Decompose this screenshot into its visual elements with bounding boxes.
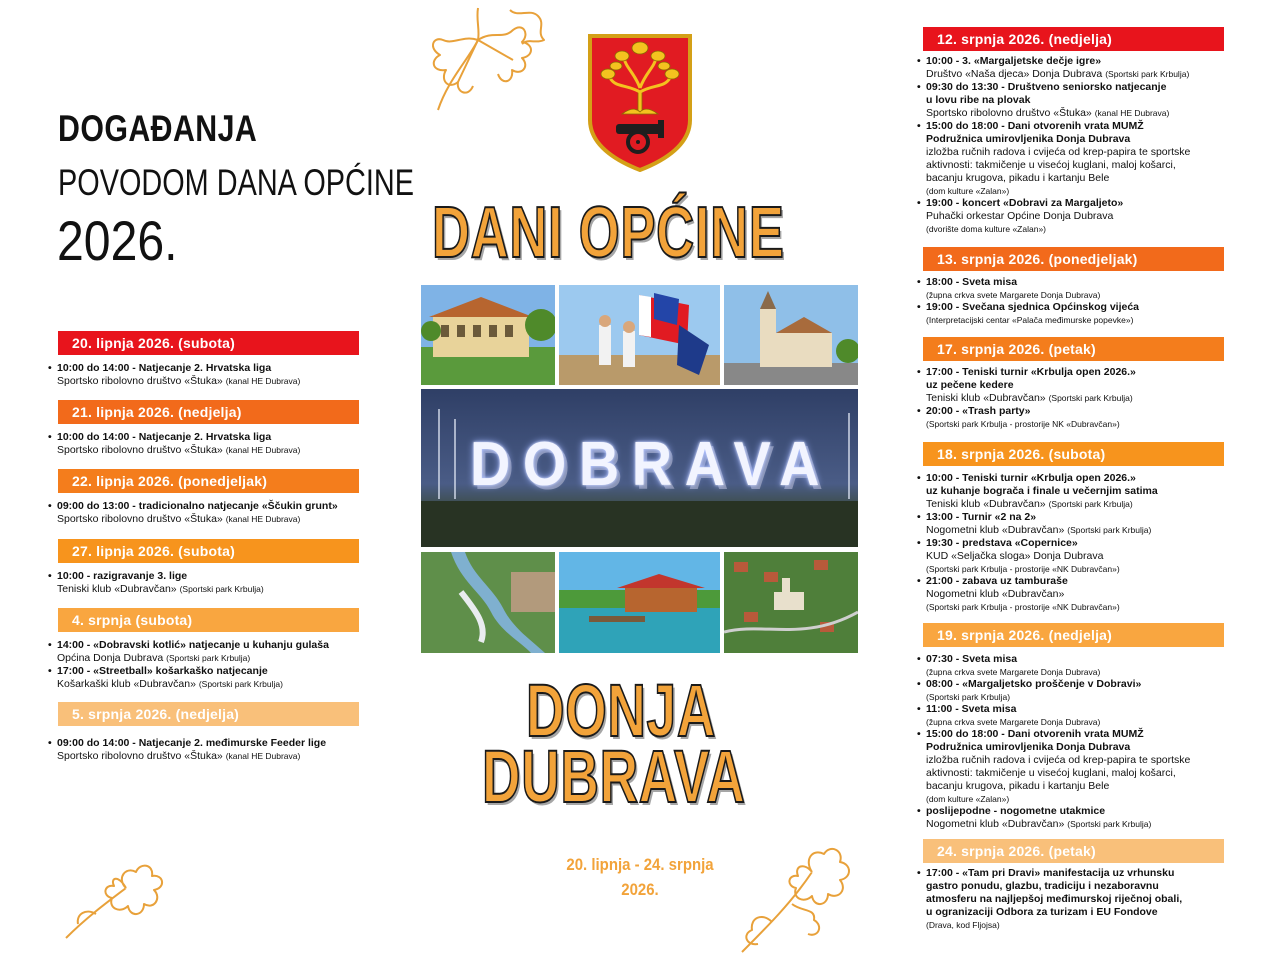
event-item: • 20:00 - «Trash party» (Sportski park Krbulja - prostorije NK «Dubravčan») (917, 405, 1136, 430)
title-dubrava: DUBRAVA (482, 735, 746, 818)
event-item: • 09:00 do 13:00 - tradicionalno natjecanje «Ščukin grunt» Sportsko ribolovno društvo «Štuka» (kanal HE Dubrava) (48, 500, 338, 525)
event-location: (kanal HE Dubrava) (1094, 108, 1170, 118)
event-location: (Sportski park Krbulja) (1105, 69, 1190, 79)
event-title: 15:00 do 18:00 - Dani otvorenih vrata MUMŽ (926, 120, 1144, 132)
event-title: 10:00 - 3. «Margaljetske dečje igre» (926, 55, 1102, 67)
event-item: • 17:00 - Teniski turnir «Krbulja open 2026.» uz pečene kedere Teniski klub «Dubravčan» (Sportski park Krbulja) (917, 366, 1136, 404)
event-location: (dom kulture «Zalan») (926, 186, 1010, 196)
event-title: 19:30 - predstava «Copernice» (926, 537, 1078, 549)
day-events (48, 737, 326, 763)
event-title: 09:00 do 14:00 - Natjecanje 2. međimurske Feeder lige (57, 737, 327, 749)
event-item: • 08:00 - «Margaljetsko proščenje v Dobravi» (Sportski park Krbulja) (917, 678, 1190, 703)
event-location: (Sportski park Krbulja) (1048, 393, 1133, 403)
date-band: 27. lipnja 2026. (subota) (58, 539, 359, 563)
day-events (48, 570, 264, 596)
event-organizer: Sportsko ribolovno društvo «Štuka» (57, 444, 223, 456)
event-organizer: Puhački orkestar Općine Donja Dubrava (926, 210, 1114, 222)
date-band: 21. lipnja 2026. (nedjelja) (58, 400, 359, 424)
event-item: • 14:00 - «Dobravski kotlić» natjecanje u kuhanju gulaša Općina Donja Dubrava (Sportski park Krbulja) (48, 639, 329, 664)
event-title: 15:00 do 18:00 - Dani otvorenih vrata MUMŽ (926, 728, 1144, 740)
event-title-continued: atmosferu na najljepšoj međimurskoj riječnoj obali, (926, 893, 1183, 905)
event-item: • 15:00 do 18:00 - Dani otvorenih vrata MUMŽ Podružnica umirovljenika Donja Dubrava izložba ručnih radova i cvijeća od krep-papira te sportske aktivnosti: takmičenje u visećoj kuglani, maloj košarci, bacanju krugova, pikadu i kartanju Bele (dom kulture «Zalan») (917, 728, 1191, 804)
date-band: 19. srpnja 2026. (nedjelja) (923, 623, 1224, 647)
heading-year: 2026. (57, 209, 178, 272)
event-title-continued: Podružnica umirovljenika Donja Dubrava (926, 133, 1131, 145)
event-location: (Interpretacijski centar «Palača međimurske popevke») (926, 315, 1134, 325)
event-location: (župna crkva svete Margarete Donja Dubrava) (926, 717, 1101, 727)
photo-aerial-village (724, 552, 858, 653)
event-title: 19:00 - koncert «Dobravi za Margaljeto» (926, 197, 1124, 209)
event-item: • 17:00 - «Streetball» košarkaško natjecanje Košarkaški klub «Dubravčan» (Sportski park Krbulja) (48, 665, 329, 691)
event-title: 10:00 do 14:00 - Natjecanje 2. Hrvatska liga (57, 362, 272, 374)
event-title: 17:00 - Teniski turnir «Krbulja open 2026.» (926, 366, 1136, 378)
event-title: 20:00 - «Trash party» (926, 405, 1031, 417)
event-description: aktivnosti: takmičenje u visećoj kuglani, maloj košarci, (926, 767, 1176, 779)
event-item: • 19:30 - predstava «Copernice» KUD «Seljačka sloga» Donja Dubrava (Sportski park Krbulja - prostorije «NK Dubravčan») (917, 537, 1158, 575)
dates-line-2: 2026. (621, 880, 659, 899)
day-events (48, 431, 300, 457)
event-title: 07:30 - Sveta misa (926, 653, 1018, 665)
event-title: 08:00 - «Margaljetsko proščenje v Dobravi» (926, 678, 1142, 690)
event-item: • 10:00 do 14:00 - Natjecanje 2. Hrvatska liga Sportsko ribolovno društvo «Štuka» (kanal HE Dubrava) (48, 431, 301, 456)
sign-text: DOBRAVA (470, 430, 833, 499)
day-events (48, 362, 300, 388)
event-location: (Sportski park Krbulja) (1067, 525, 1152, 535)
event-location: (Sportski park Krbulja) (926, 692, 1011, 702)
event-item: • 10:00 - Teniski turnir «Krbulja open 2026.» uz kuhanje bograča i finale u večernjim satima Teniski klub «Dubravčan» (Sportski park Krbulja) (917, 472, 1158, 510)
oak-leaf-top-icon (418, 0, 558, 120)
heading-line-2: POVODOM DANA OPĆINE (58, 162, 415, 203)
event-location: (kanal HE Dubrava) (225, 514, 301, 524)
event-title-continued: uz kuhanje bograča i finale u večernjim satima (926, 485, 1158, 497)
date-band: 4. srpnja (subota) (58, 608, 359, 632)
photo-town-hall (421, 285, 555, 385)
event-organizer: Sportsko ribolovno društvo «Štuka» (57, 513, 223, 525)
festival-dates (552, 852, 728, 902)
event-organizer: Nogometni klub «Dubravčan» (926, 818, 1065, 830)
photo-dobrava-sign (421, 389, 858, 547)
event-item: • 19:00 - koncert «Dobravi za Margaljeto» Puhački orkestar Općine Donja Dubrava (dvorište doma kulture «Zalan») (917, 197, 1190, 235)
event-description: izložba ručnih radova i cvijeća od krep-papira te sportske (926, 146, 1191, 158)
date-band: 20. lipnja 2026. (subota) (58, 331, 359, 355)
event-title-continued: u ogranizaciji Odbora za turizam i EU Fondove (926, 906, 1158, 918)
date-band: 22. lipnja 2026. (ponedjeljak) (58, 469, 359, 493)
event-description: bacanju krugova, pikadu i kartanju Bele (926, 172, 1110, 184)
event-description: aktivnosti: takmičenje u visećoj kuglani, maloj košarci, (926, 159, 1176, 171)
date-band: 12. srpnja 2026. (nedjelja) (923, 27, 1224, 51)
event-title-continued: gastro ponudu, glazbu, tradiciju i nezaboravnu (926, 880, 1159, 892)
event-organizer: Teniski klub «Dubravčan» (57, 583, 177, 595)
event-title: 18:00 - Sveta misa (926, 276, 1018, 288)
event-item: • poslijepodne - nogometne utakmice Nogometni klub «Dubravčan» (Sportski park Krbulja) (917, 805, 1190, 831)
event-location: (Sportski park Krbulja) (1067, 819, 1152, 829)
event-item: • 09:00 do 14:00 - Natjecanje 2. međimurske Feeder lige Sportsko ribolovno društvo «Štuka» (kanal HE Dubrava) (48, 737, 327, 762)
event-item: • 10:00 do 14:00 - Natjecanje 2. Hrvatska liga Sportsko ribolovno društvo «Štuka» (kanal HE Dubrava) (48, 362, 301, 387)
event-item: • 09:30 do 13:30 - Društveno seniorsko natjecanje u lovu ribe na plovak Sportsko ribolovno društvo «Štuka» (kanal HE Dubrava) (917, 81, 1190, 120)
event-location: (Sportski park Krbulja) (166, 653, 251, 663)
event-location: (župna crkva svete Margarete Donja Dubrava) (926, 290, 1101, 300)
event-item: • 11:00 - Sveta misa (župna crkva svete Margarete Donja Dubrava) (917, 703, 1190, 728)
date-band: 13. srpnja 2026. (ponedjeljak) (923, 247, 1224, 271)
event-title: 21:00 - zabava uz tamburaše (926, 575, 1068, 587)
event-organizer: Teniski klub «Dubravčan» (926, 392, 1046, 404)
event-item: • 10:00 - razigravanje 3. lige Teniski klub «Dubravčan» (Sportski park Krbulja) (48, 570, 264, 595)
photo-church (724, 285, 858, 385)
event-organizer: Sportsko ribolovno društvo «Štuka» (926, 107, 1092, 119)
event-title: 09:30 do 13:30 - Društveno seniorsko natjecanje (926, 81, 1167, 93)
event-organizer: Društvo «Naša djeca» Donja Dubrava (926, 68, 1103, 80)
event-description: bacanju krugova, pikadu i kartanju Bele (926, 780, 1110, 792)
event-title: 10:00 - razigravanje 3. lige (57, 570, 188, 582)
day-events (917, 472, 1158, 613)
day-events (48, 639, 329, 691)
date-band: 18. srpnja 2026. (subota) (923, 442, 1224, 466)
event-item: • 18:00 - Sveta misa (župna crkva svete Margarete Donja Dubrava) (917, 276, 1139, 301)
event-title: 17:00 - «Tam pri Dravi» manifestacija uz vrhunsku (926, 867, 1175, 879)
event-location: (župna crkva svete Margarete Donja Dubrava) (926, 667, 1101, 677)
day-events (917, 55, 1190, 235)
event-title: 19:00 - Svečana sjednica Općinskog vijeća (926, 301, 1140, 313)
event-location: (Drava, kod Fljojsa) (926, 920, 1000, 930)
municipality-coat-of-arms (586, 32, 694, 172)
day-events (917, 366, 1136, 430)
event-organizer: Općina Donja Dubrava (57, 652, 164, 664)
title-donja: DONJA (526, 669, 717, 752)
event-organizer: Nogometni klub «Dubravčan» (926, 524, 1065, 536)
event-item: • 13:00 - Turnir «2 na 2» Nogometni klub «Dubravčan» (Sportski park Krbulja) (917, 511, 1158, 537)
event-organizer: Košarkaški klub «Dubravčan» (57, 678, 196, 690)
oak-leaf-bottom-left-icon (56, 858, 166, 948)
dates-line-1: 20. lipnja - 24. srpnja (566, 855, 714, 874)
event-location: (dom kulture «Zalan») (926, 794, 1010, 804)
event-title-continued: u lovu ribe na plovak (926, 94, 1031, 106)
photo-lake-house (559, 552, 720, 653)
photo-aerial-river (421, 552, 555, 653)
date-band: 17. srpnja 2026. (petak) (923, 337, 1224, 361)
heading-line-1: DOGAĐANJA (58, 108, 258, 149)
event-item: • 07:30 - Sveta misa (župna crkva svete Margarete Donja Dubrava) (917, 653, 1190, 678)
event-organizer: KUD «Seljačka sloga» Donja Dubrava (926, 550, 1104, 562)
event-location: (kanal HE Dubrava) (225, 376, 301, 386)
event-organizer: Nogometni klub «Dubravčan» (926, 588, 1065, 600)
event-item: • 17:00 - «Tam pri Dravi» manifestacija uz vrhunsku gastro ponudu, glazbu, tradiciju i nezaboravnu atmosferu na najljepšoj međimurskoj riječnoj obali, u ogranizaciji Odbora za turizam i EU Fondove (Drava, kod Fljojsa) (917, 867, 1183, 930)
date-band: 24. srpnja 2026. (petak) (923, 839, 1224, 863)
title-dani-opcine: DANI OPĆINE (432, 193, 785, 273)
photo-flag-parade (559, 285, 720, 385)
event-title-continued: Podružnica umirovljenika Donja Dubrava (926, 741, 1131, 753)
event-location: (Sportski park Krbulja - prostorije «NK Dubravčan») (926, 564, 1120, 574)
event-title: 10:00 do 14:00 - Natjecanje 2. Hrvatska liga (57, 431, 272, 443)
event-location: (dvorište doma kulture «Zalan») (926, 224, 1047, 234)
event-description: izložba ručnih radova i cvijeća od krep-papira te sportske (926, 754, 1191, 766)
event-organizer: Sportsko ribolovno društvo «Štuka» (57, 375, 223, 387)
event-title: 10:00 - Teniski turnir «Krbulja open 2026.» (926, 472, 1136, 484)
event-location: (Sportski park Krbulja) (198, 679, 283, 689)
day-events (917, 653, 1190, 831)
event-location: (kanal HE Dubrava) (225, 751, 301, 761)
event-title: 09:00 do 13:00 - tradicionalno natjecanje «Ščukin grunt» (57, 500, 338, 512)
event-item: • 15:00 do 18:00 - Dani otvorenih vrata MUMŽ Podružnica umirovljenika Donja Dubrava izložba ručnih radova i cvijeća od krep-papira te sportske aktivnosti: takmičenje u visećoj kuglani, maloj košarci, bacanju krugova, pikadu i kartanju Bele (dom kulture «Zalan») (917, 120, 1191, 196)
event-item: • 19:00 - Svečana sjednica Općinskog vijeća (Interpretacijski centar «Palača međimurske popevke») (917, 301, 1140, 325)
event-organizer: Teniski klub «Dubravčan» (926, 498, 1046, 510)
event-title: 14:00 - «Dobravski kotlić» natjecanje u kuhanju gulaša (57, 639, 329, 651)
day-events (917, 276, 1139, 326)
event-location: (Sportski park Krbulja) (1048, 499, 1133, 509)
day-events (917, 867, 1182, 931)
event-item: • 10:00 - 3. «Margaljetske dečje igre» Društvo «Naša djeca» Donja Dubrava (Sportski park Krbulja) (917, 55, 1190, 80)
event-title: 17:00 - «Streetball» košarkaško natjecanje (57, 665, 268, 677)
date-band: 5. srpnja 2026. (nedjelja) (58, 702, 359, 726)
event-location: (Sportski park Krbulja - prostorije NK «Dubravčan») (926, 419, 1120, 429)
event-item: • 21:00 - zabava uz tamburaše Nogometni klub «Dubravčan» (Sportski park Krbulja - prostorije «NK Dubravčan») (917, 575, 1158, 613)
event-location: (Sportski park Krbulja) (179, 584, 264, 594)
event-organizer: Sportsko ribolovno društvo «Štuka» (57, 750, 223, 762)
event-title: 13:00 - Turnir «2 na 2» (926, 511, 1037, 523)
event-title-continued: uz pečene kedere (926, 379, 1014, 391)
event-title: poslijepodne - nogometne utakmice (926, 805, 1106, 817)
oak-leaf-bottom-center-icon (732, 842, 862, 957)
event-location: (Sportski park Krbulja - prostorije «NK Dubravčan») (926, 602, 1120, 612)
event-location: (kanal HE Dubrava) (225, 445, 301, 455)
day-events (48, 500, 338, 526)
event-title: 11:00 - Sveta misa (926, 703, 1017, 715)
